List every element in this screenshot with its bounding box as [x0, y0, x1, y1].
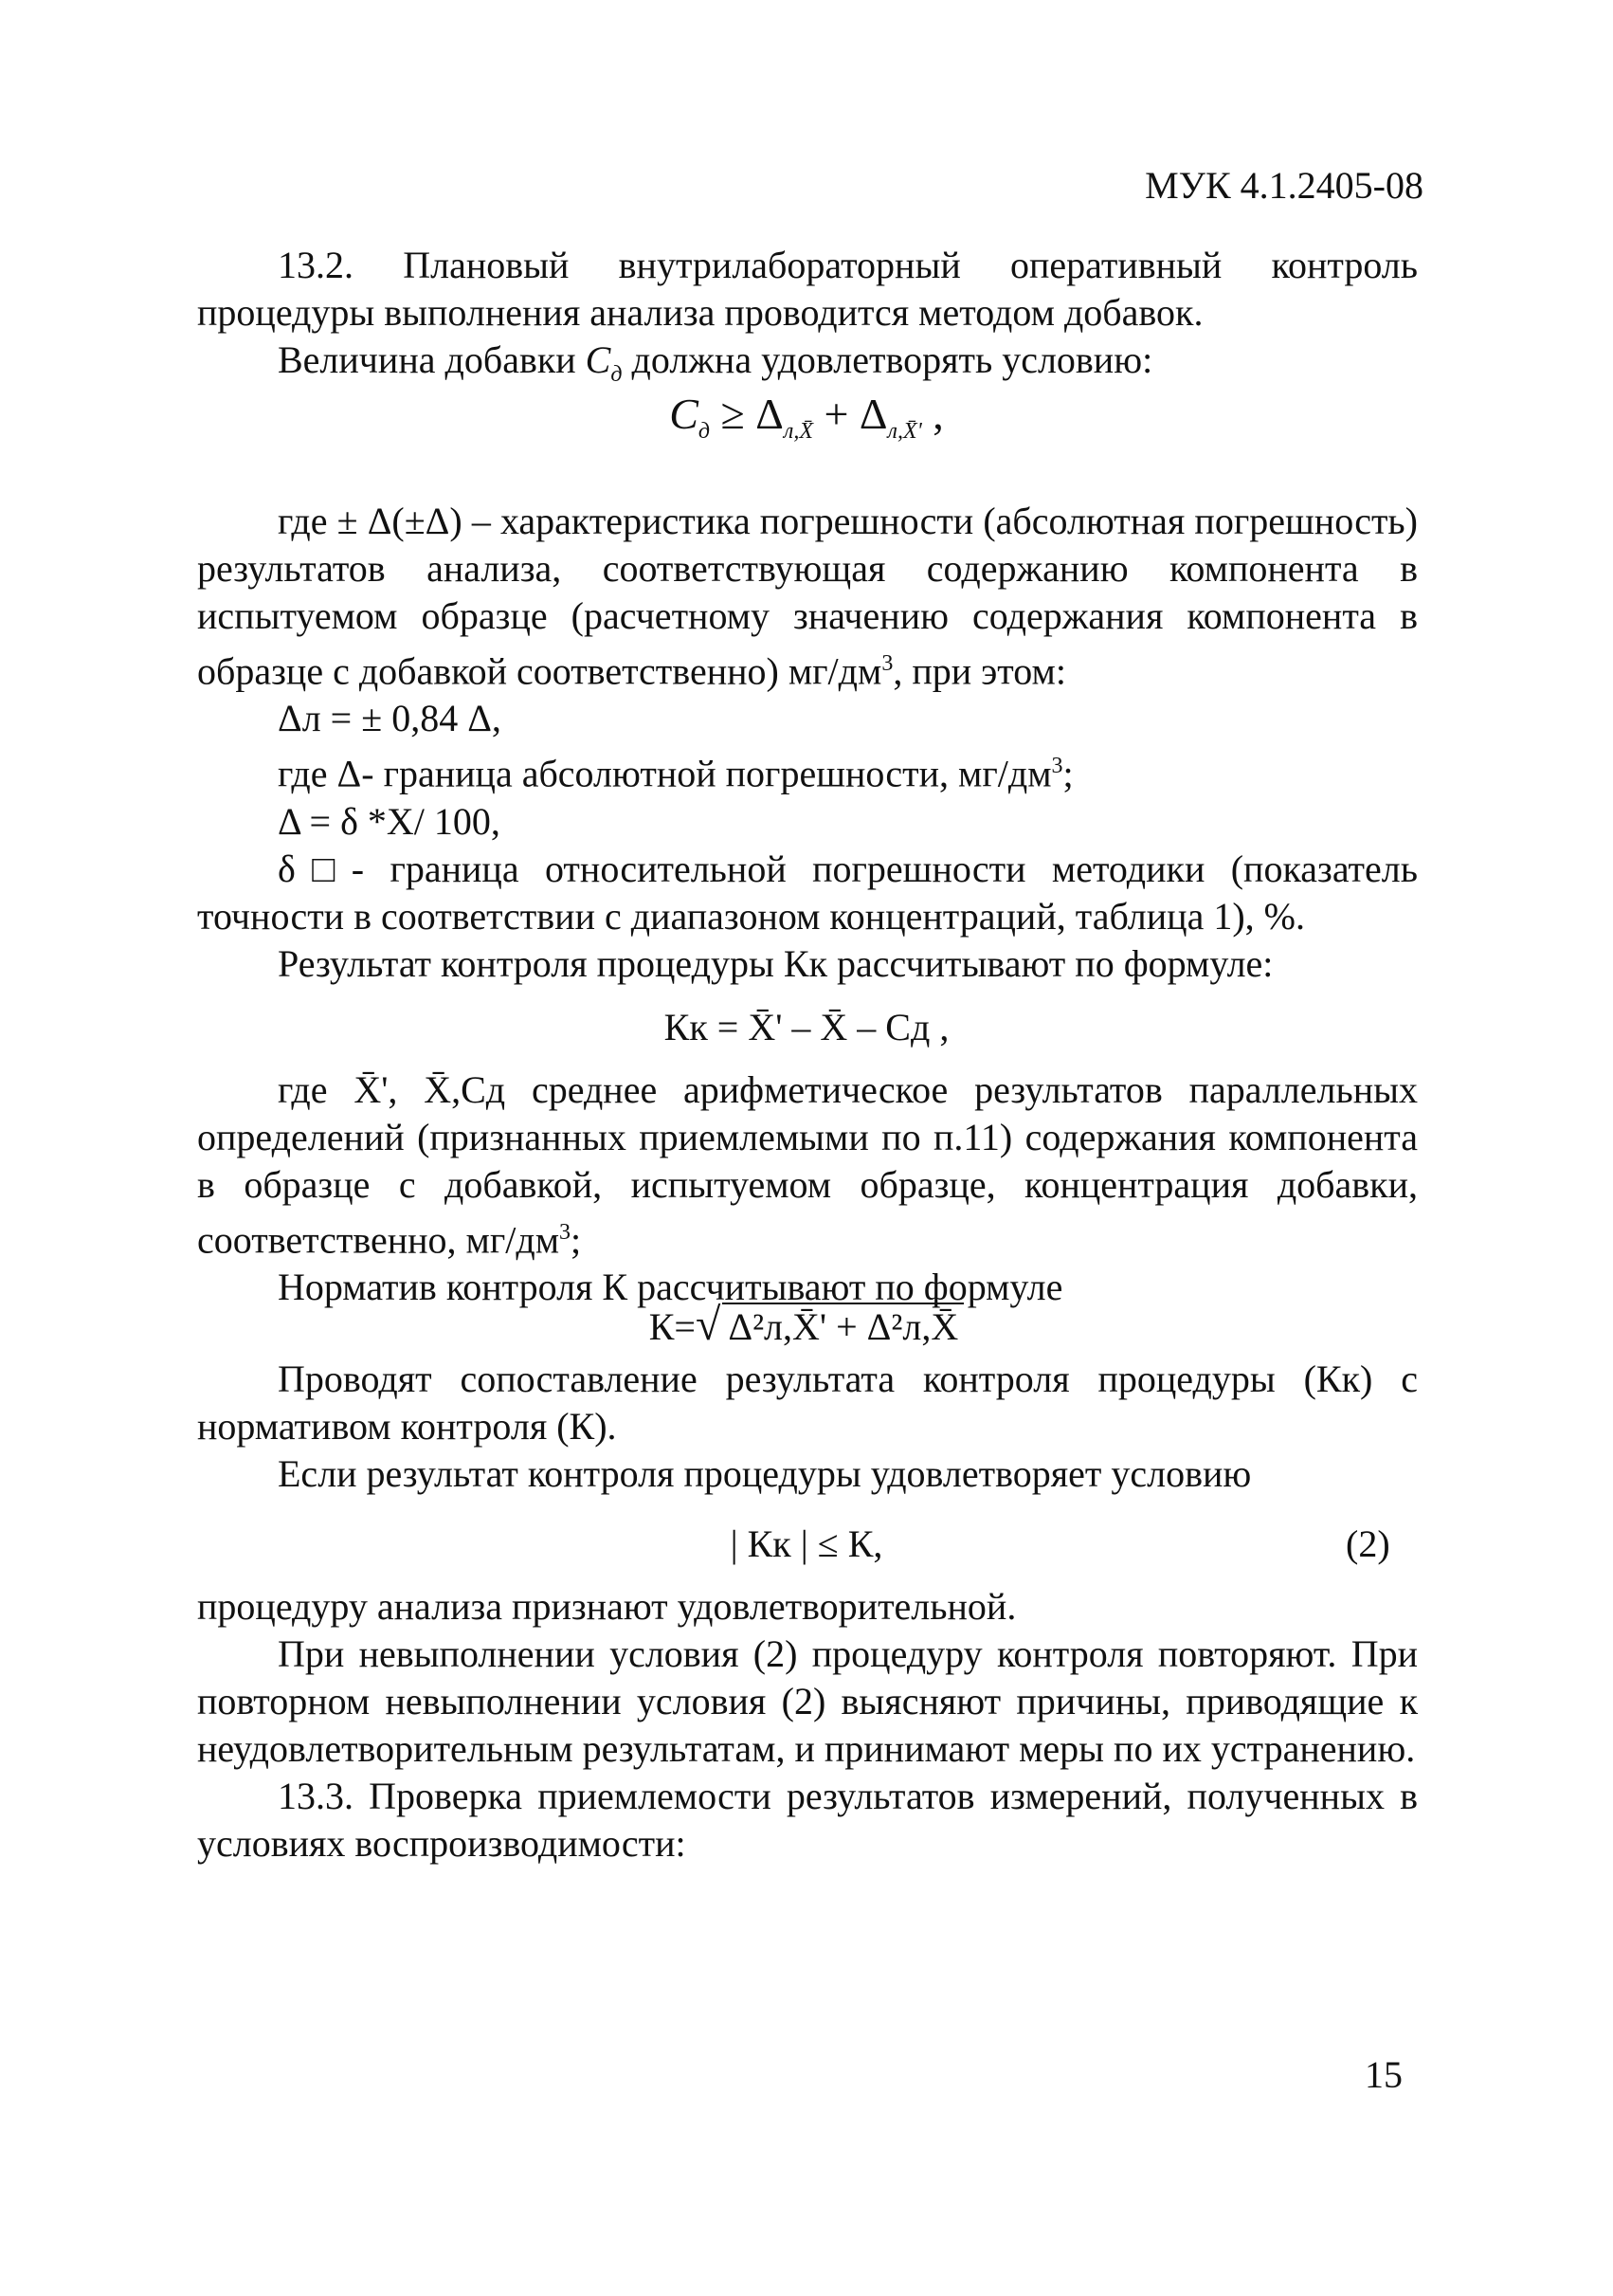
- where-delta-abs: где Δ- граница абсолютной погрешности, $мг/дм^3$;: [278, 752, 1074, 795]
- formula-k: К=√ Δ²л,X̄' + Δ²л,X̄: [0, 1299, 1613, 1351]
- satisfactory-paragraph: процедуру анализа признают удовлетворительной.: [197, 1585, 1017, 1628]
- if-paragraph: Если результат контроля процедуры удовлетворяет условию: [278, 1452, 1252, 1495]
- page-number: 15: [1365, 2053, 1403, 2096]
- paragraph-13-2: 13.2. Плановый внутрилабораторный оперативный контроль процедуры выполнения анализа проводится методом добавок.: [197, 244, 1418, 334]
- equation-number: (2): [1346, 1522, 1390, 1565]
- where-delta-paragraph: где ± Δ(±Δ) – характеристика погрешности (абсолютная погрешность) результатов анализа, соответствующая содержанию компонента в испытуемом образце (расчетному значению содержания компонента в образце с добавкой соответственно) $мг/дм^3$, при этом:: [197, 500, 1418, 693]
- delta-symbols: Δ(±Δ): [367, 500, 462, 542]
- eq-delta: Δ = δ *X/ 100,: [278, 799, 500, 843]
- condition-formula: | Кк | ≤ К,: [730, 1522, 883, 1565]
- compare-paragraph: Проводят сопоставление результата контроля процедуры (Кк) с нормативом контроля (К).: [197, 1358, 1418, 1448]
- eq-delta-l: Δл = ± 0,84 Δ,: [278, 697, 501, 740]
- additive-condition-text: Величина добавки $C_д$ должна удовлетворять условию:: [278, 338, 1153, 387]
- formula-additive-condition: $C_д \ge \Delta_{л,X̄} + \Delta_{л,X̄'}$ ,: [669, 390, 944, 445]
- where-x-paragraph: где X̄', X̄,Сд среднее арифметическое результатов параллельных определений (признанных приемлемыми по п.11) содержания компонента в образце с добавкой, испытуемом образце, концентрация добавки, соответственно, $мг/дм^3$;: [197, 1068, 1419, 1262]
- delta-relative-definition: δ□- граница относительной погрешности методики (показатель точности в соответствии с диапазоном концентраций, таблица 1), %.: [197, 847, 1418, 938]
- symbol-c: C: [585, 338, 611, 381]
- norm-intro: Норматив контроля К рассчитывают по формуле: [278, 1266, 1063, 1309]
- formula-kk: Кк = X̄' – X̄ – Сд ,: [663, 1006, 950, 1048]
- result-formula-intro: Результат контроля процедуры Кк рассчитывают по формуле:: [278, 941, 1274, 985]
- section-13-2: [197, 242, 1418, 398]
- page-header: МУК 4.1.2405-08: [1145, 164, 1423, 207]
- failure-paragraph: При невыполнении условия (2) процедуру контроля повторяют. При повторном невыполнении условия (2) выясняют причины, приводящие к неудовлетворительным результатам, и принимают меры по их устранению.: [197, 1632, 1418, 1770]
- sqrt-icon: √: [696, 1300, 721, 1350]
- section-13-3: 13.3. Проверка приемлемости результатов измерений, полученных в условиях воспроизводимости:: [197, 1775, 1418, 1865]
- conclusion-block: [197, 1583, 1418, 1868]
- kk-definitions-block: [197, 1066, 1418, 1311]
- definitions-block: [197, 498, 1418, 988]
- comparison-block: [197, 1356, 1418, 1498]
